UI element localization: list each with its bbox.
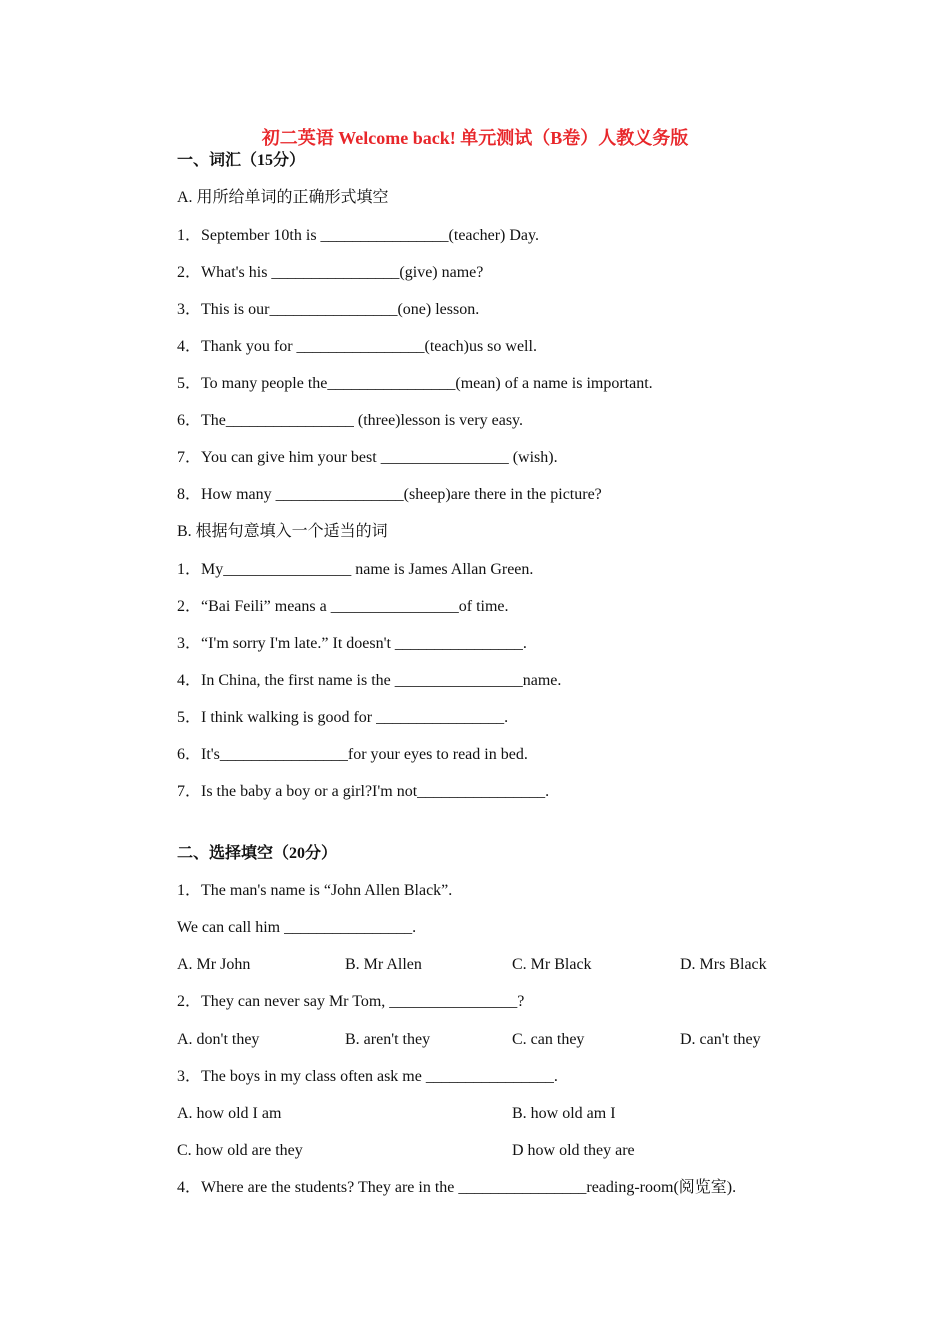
partA-item-7: 7．You can give him your best ________________ (wish). (177, 449, 558, 466)
q3-option-c: C. how old are they (177, 1142, 303, 1159)
partA-item-6: 6．The________________ (three)lesson is very easy. (177, 412, 524, 429)
partB-item-5: 5．I think walking is good for ________________. (177, 709, 509, 726)
partB-heading: B. 根据句意填入一个适当的词 (177, 523, 388, 540)
q1-option-c: C. Mr Black (512, 956, 592, 973)
q1-stem-2: We can call him ________________. (177, 919, 417, 936)
q1-option-b: B. Mr Allen (345, 956, 422, 973)
partA-item-1: 1．September 10th is ________________(teacher) Day. (177, 227, 539, 244)
q2-option-c: C. can they (512, 1031, 585, 1048)
partA-item-4: 4．Thank you for ________________(teach)us so well. (177, 338, 537, 355)
q2-stem: 2．They can never say Mr Tom, ________________? (177, 993, 525, 1010)
partB-item-3: 3．“I'm sorry I'm late.” It doesn't ________________. (177, 635, 527, 652)
q3-option-b: B. how old am I (512, 1105, 616, 1122)
partB-item-1: 1．My________________ name is James Allan Green. (177, 561, 534, 578)
partB-item-4: 4．In China, the first name is the ________________name. (177, 672, 562, 689)
q1-option-d: D. Mrs Black (680, 956, 767, 973)
q1-stem: 1．The man's name is “John Allen Black”. (177, 882, 453, 899)
q3-option-d: D how old they are (512, 1142, 635, 1159)
q3-option-a: A. how old I am (177, 1105, 282, 1122)
partA-item-8: 8．How many ________________(sheep)are there in the picture? (177, 486, 602, 503)
partA-heading: A. 用所给单词的正确形式填空 (177, 189, 389, 206)
section2-heading: 二、选择填空（20分） (177, 845, 338, 862)
partA-item-3: 3．This is our________________(one) lesson. (177, 301, 480, 318)
q3-stem: 3．The boys in my class often ask me ________________. (177, 1068, 558, 1085)
document-title: 初二英语 Welcome back! 单元测试（B卷）人教义务版 (261, 128, 689, 148)
partA-item-2: 2．What's his ________________(give) name? (177, 264, 484, 281)
partA-item-5: 5．To many people the________________(mean) of a name is important. (177, 375, 653, 392)
q2-option-a: A. don't they (177, 1031, 260, 1048)
section1-heading: 一、词汇（15分） (177, 152, 306, 169)
q2-option-b: B. aren't they (345, 1031, 431, 1048)
q2-option-d: D. can't they (680, 1031, 761, 1048)
q4-stem: 4．Where are the students? They are in the ________________reading-room(阅览室). (177, 1179, 737, 1196)
partB-item-6: 6．It's________________for your eyes to read in bed. (177, 746, 528, 763)
q1-option-a: A. Mr John (177, 956, 251, 973)
partB-item-7: 7．Is the baby a boy or a girl?I'm not________________. (177, 783, 550, 800)
partB-item-2: 2．“Bai Feili” means a ________________of time. (177, 598, 509, 615)
